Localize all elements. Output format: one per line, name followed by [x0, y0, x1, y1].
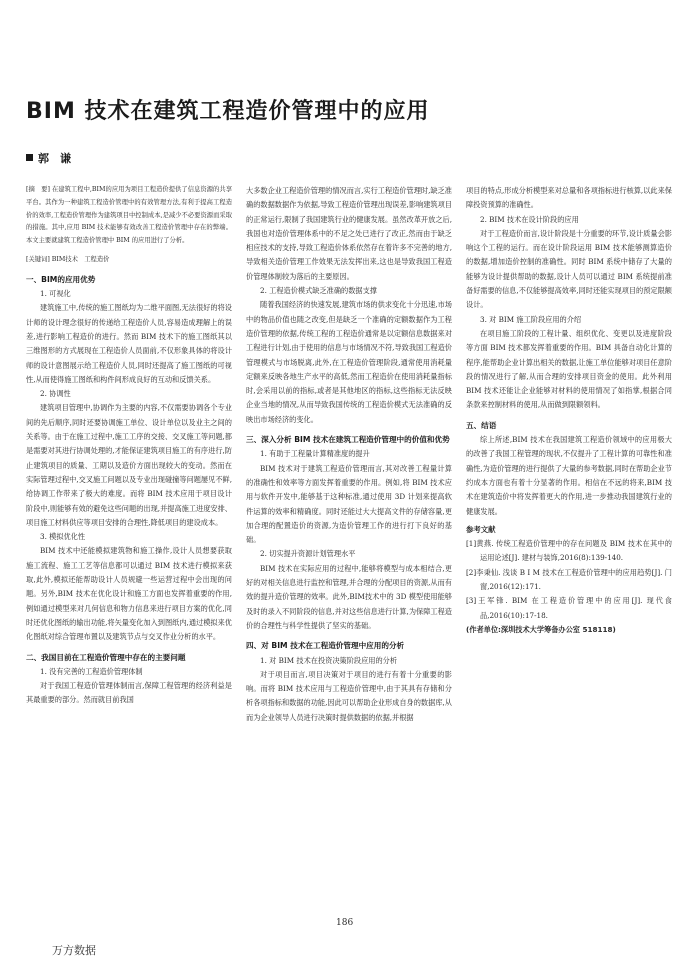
subsection-1-3-heading: 3. 模拟优化性 — [40, 532, 86, 542]
paragraph: 建筑项目管理中,协调作为主要的内容,不仅需要协调各个专业间的先后顺序,同时还要协调施工单位、设计单位以及业主之间的关系等。由于在施工过程中,施工工序的交接、交叉施工等问题,都是需要对其进行协调处理的,才能保证建筑项目施工的有序进行,防止建筑项目的质量、工期以及造价方面出现较大的变动。然而在实际管理过程中,交叉施工问题以及专业出现碰撞等问题屡见不鲜,给协调工作带来了极大的难度。而将 BIM 技术应用于项目设计阶段中,则能够有效的避免这些问题的出现,并提高施工进度安排、项目施工材料供应等项目安排的合理性,降低项目的建设成本。 — [26, 403, 232, 527]
subsection-2-2-heading: 2. 工程造价模式缺乏准确的数据支撑 — [260, 286, 377, 296]
section-5-heading: 五、结语 — [466, 420, 497, 430]
footer-watermark: 万方数据 — [52, 944, 96, 957]
abstract: [摘 要] 在建筑工程中,BIM的应用为项目工程造价提供了信息资源的共享平台。其作为一种建筑工程造价管理中的有效管理方法,有利于提高工程造价的效率,工程造价管理作为建筑项目中控制成本,是减少不必要资源而采取的措施。其中,应用 BIM 技术能够有效改善工程造价管理中存在的弊端。本文主要就建筑工程造价管理中 BIM 的应用进行了分析。 — [26, 186, 232, 245]
subsection-1-1-heading: 1. 可视化 — [40, 289, 71, 299]
column-3 — [466, 184, 672, 874]
keywords: [关键词] BIM技术 工程造价 — [26, 255, 110, 263]
section-1-heading: 一、BIM的应用优势 — [26, 274, 96, 284]
paragraph: 综上所述,BIM 技术在我国建筑工程造价领域中的应用极大的改善了我国工程管理的现状,不仅提升了工程计算的可靠性和准确性,为造价管理的进行提供了大量的参考数据,同时在帮助企业节约成本方面也有着十分显著的作用。相信在不远的将来,BIM 技术在建筑造价中将发挥着更大的作用,进一步推动我国建筑行业的健康发展。 — [466, 435, 672, 516]
paragraph: 大多数企业工程造价管理的情况而言,实行工程造价管理时,缺乏准确的数据数据作为依据,导致工程造价管理出现误差,影响建筑项目的正常运行,限制了我国建筑行业的健康发展。虽然改革开放之后,我国也对造价管理体系中的不足之处已进行了改正,然而由于缺乏相应技术的支持,导致工程造价体系依然存在着许多不完善的地方,导致相关造价管理工作效果无法发挥出来,这也是导致我国工程造价管理体制较为落后的主要原因。 — [246, 186, 452, 281]
author-affiliation: (作者单位:深圳技术大学筹备办公室 518118) — [466, 624, 616, 634]
reference-item: [1]黄燕. 传统工程造价管理中的存在问题及 BIM 技术在其中的运用论述[J]. 建材与装饰,2016(8):139-140. — [466, 539, 672, 563]
section-4-heading: 四、对 BIM 技术在工程造价管理中应用的分析 — [246, 641, 405, 651]
subsection-3-1-heading: 1. 有助于工程量计算精准度的提升 — [260, 449, 370, 459]
author-name: 郭 谦 — [38, 152, 71, 165]
paragraph: 项目的特点,形成分析模型来对总量和各项指标进行核算,以此来保障投资预算的准确性。 — [466, 186, 672, 210]
author-marker-icon — [26, 154, 33, 161]
paragraph: 对于我国工程造价管理体制而言,保障工程管理的经济利益是其最重要的部分。然而就目前我国 — [26, 681, 232, 705]
page-number: 186 — [336, 918, 354, 928]
subsection-1-2-heading: 2. 协调性 — [40, 389, 71, 399]
subsection-4-1-heading: 1. 对 BIM 技术在投资决策阶段应用的分析 — [260, 655, 398, 665]
reference-item: [3]王军锋. BIM 在工程造价管理中的应用[J]. 现代食品,2016(10):17-18. — [466, 596, 672, 620]
reference-item: [2]李秉仙. 浅谈 B I M 技术在工程造价管理中的应用趋势[J]. 门窗,2016(12):171. — [466, 567, 672, 592]
column-1 — [26, 184, 232, 874]
subsection-4-2-heading: 2. BIM 技术在设计阶段的应用 — [480, 214, 579, 224]
paragraph: BIM 技术对于建筑工程造价管理而言,其对改善工程量计算的准确性和效率等方面发挥着重要的作用。例如,将 BIM 技术应用与软件开发中,能够基于这种标准,通过使用 3D 计划来提高软件运算的效率和精确度。同时还能过大大提高文件的存储容量,更加合理的配置造价的资源,为造价管理工作的进行打下良好的基础。 — [246, 463, 452, 545]
paragraph: 对于项目而言,项目决策对于项目的进行有着十分重要的影响。而将 BIM 技术应用与工程造价管理中,由于其具有存储和分析各项指标和数据的功能,因此可以帮助企业形成自身的数据库,从而为企业领导人员进行决策时提供数据的依据,并根据 — [246, 669, 452, 722]
subsection-2-1-heading: 1. 没有完善的工程造价管理体制 — [40, 666, 143, 676]
section-2-heading: 二、我国目前在工程造价管理中存在的主要问题 — [26, 652, 186, 662]
subsection-4-3-heading: 3. 对 BIM 施工阶段应用的介绍 — [480, 314, 582, 324]
paragraph: BIM 技术中还能模拟建筑物和施工操作,设计人员想要获取施工流程、施工工艺等信息都可以通过 BIM 技术进行模拟来获取,此外,模拟还能帮助设计人员规避一些运营过程中会出现的问题。另外,BIM 技术在优化设计和施工方面也发挥着重要的作用,例如通过模型来对几何信息和物力信息来进行项目方案的优化,同时还优化图纸的输出功能,将矢量变化加入到图纸内,通过模拟来优化图纸对综合管理布置以及建筑节点与交叉作业分析的水平。 — [26, 546, 232, 642]
paragraph: 对于工程造价而言,设计阶段是十分重要的环节,设计质量会影响这个工程的运行。而在设计阶段运用 BIM 技术能够测算造价的数据,增加造价控制的准确性。同时 BIM 系统中储存了大量的能够为设计提供帮助的数据,设计人员可以通过 BIM 系统提前准备好需要的信息,不仅能够提高效率,同时还能实现项目的预定限额设计。 — [466, 228, 672, 310]
paragraph: 建筑施工中,传统的施工图纸均为二维平面图,无法很好的将设计师的设计理念很好的传递给工程造价人员,容易造成理解上的误差,进行影响工程造价的进行。然而 BIM 技术下的施工图纸其以三维图形的方式展现在工程造价人员面前,不仅形象具体的将设计师的设计意图展示给工程造价人员,同时还提高了施工图纸的可视性,从而使得施工图纸和构件间形成良好的互动和反馈关系。 — [26, 303, 232, 384]
paragraph: 在项目施工阶段的工程计量、组织优化、变更以及进度阶段等方面 BIM 技术都发挥着重要的作用。BIM 具备自动化计算的程序,能帮助企业计算出相关的数据,让施工单位能够对项目任意阶段的情况进行了解,从而合理的安排项目资金的使用。此外利用 BIM 技术还能让企业能够对材料的使用情况了如指掌,根据合同条款来控制材料的使用,从而做到限额领料。 — [466, 328, 672, 410]
paper-title: BIM 技术在建筑工程造价管理中的应用 — [26, 99, 430, 124]
references-heading: 参考文献 — [466, 524, 496, 534]
column-2 — [246, 184, 452, 874]
paragraph: 随着我国经济的快速发展,建筑市场的供求变化十分迅速,市场中的物品价值也随之改变,但是缺乏一个准确的定额数据作为工程造价管理的依据,传统工程的工程造价通常是以定额信息数据来对工程进行计划,由于使用的信息与市场情况不符,导致我国工程造价管理模式与市场脱离,此外,在工程造价管理阶段,通常使用消耗量定额来反映各地生产水平的高低,然而工程造价在使用消耗量指标时,会采用以前的指标,或者是其他地区的指标,这些指标无法反映企业当地的情况,从而导致我国传统的工程造价模式无法准确的反映出市场经济的变化。 — [246, 300, 452, 424]
section-3-heading: 三、深入分析 BIM 技术在建筑工程造价管理中的价值和优势 — [246, 435, 450, 445]
paragraph: BIM 技术在实际应用的过程中,能够将模型与成本相结合,更好的对相关信息进行监控和管理,并合理的分配项目的资源,从而有效的提升造价管理的效率。此外,BIM技术中的 3D 模型使用能够及时的录入不同阶段的信息,并对这些信息进行计算,为保障工程造价的合理性与科学性提供了坚实的基础。 — [246, 563, 452, 630]
author-line — [26, 150, 71, 166]
subsection-3-2-heading: 2. 切实提升资源计划管理水平 — [260, 549, 356, 559]
